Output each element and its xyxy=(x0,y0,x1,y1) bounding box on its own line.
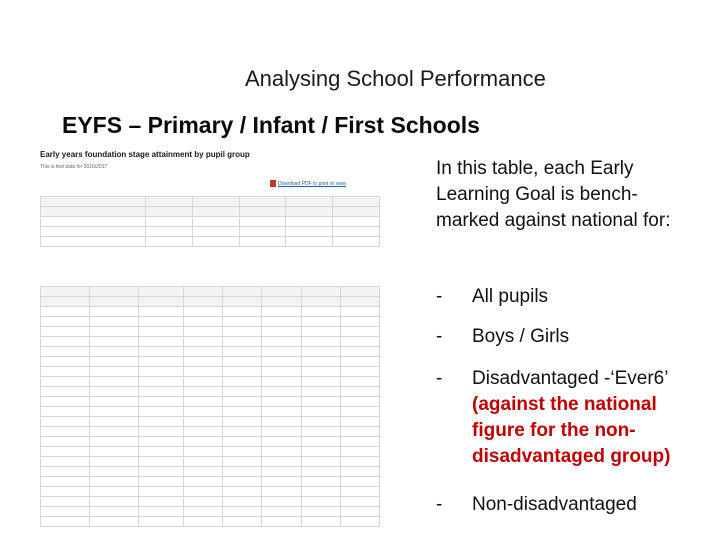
screenshot-heading: Early years foundation stage attainment by pupil group xyxy=(40,150,250,159)
screenshot-subheading: This is test data for 2016/2017 xyxy=(40,164,108,170)
eyfs-table-screenshot xyxy=(38,150,384,538)
download-pdf-link: Download PDF to print or save xyxy=(270,180,346,187)
intro-text: In this table, each Early Learning Goal is bench-marked against national for: xyxy=(436,158,671,231)
slide-subtitle: EYFS – Primary / Infant / First Schools xyxy=(62,112,480,138)
slide-title: Analysing School Performance xyxy=(245,66,546,91)
summary-table-image xyxy=(40,196,380,247)
elg-table-image xyxy=(40,286,380,527)
disadvantaged-note: (against the national figure for the non-disadvantaged group) xyxy=(472,394,671,467)
pdf-icon xyxy=(270,180,276,187)
disadvantaged-label: Disadvantaged -‘Ever6’ xyxy=(472,368,669,389)
